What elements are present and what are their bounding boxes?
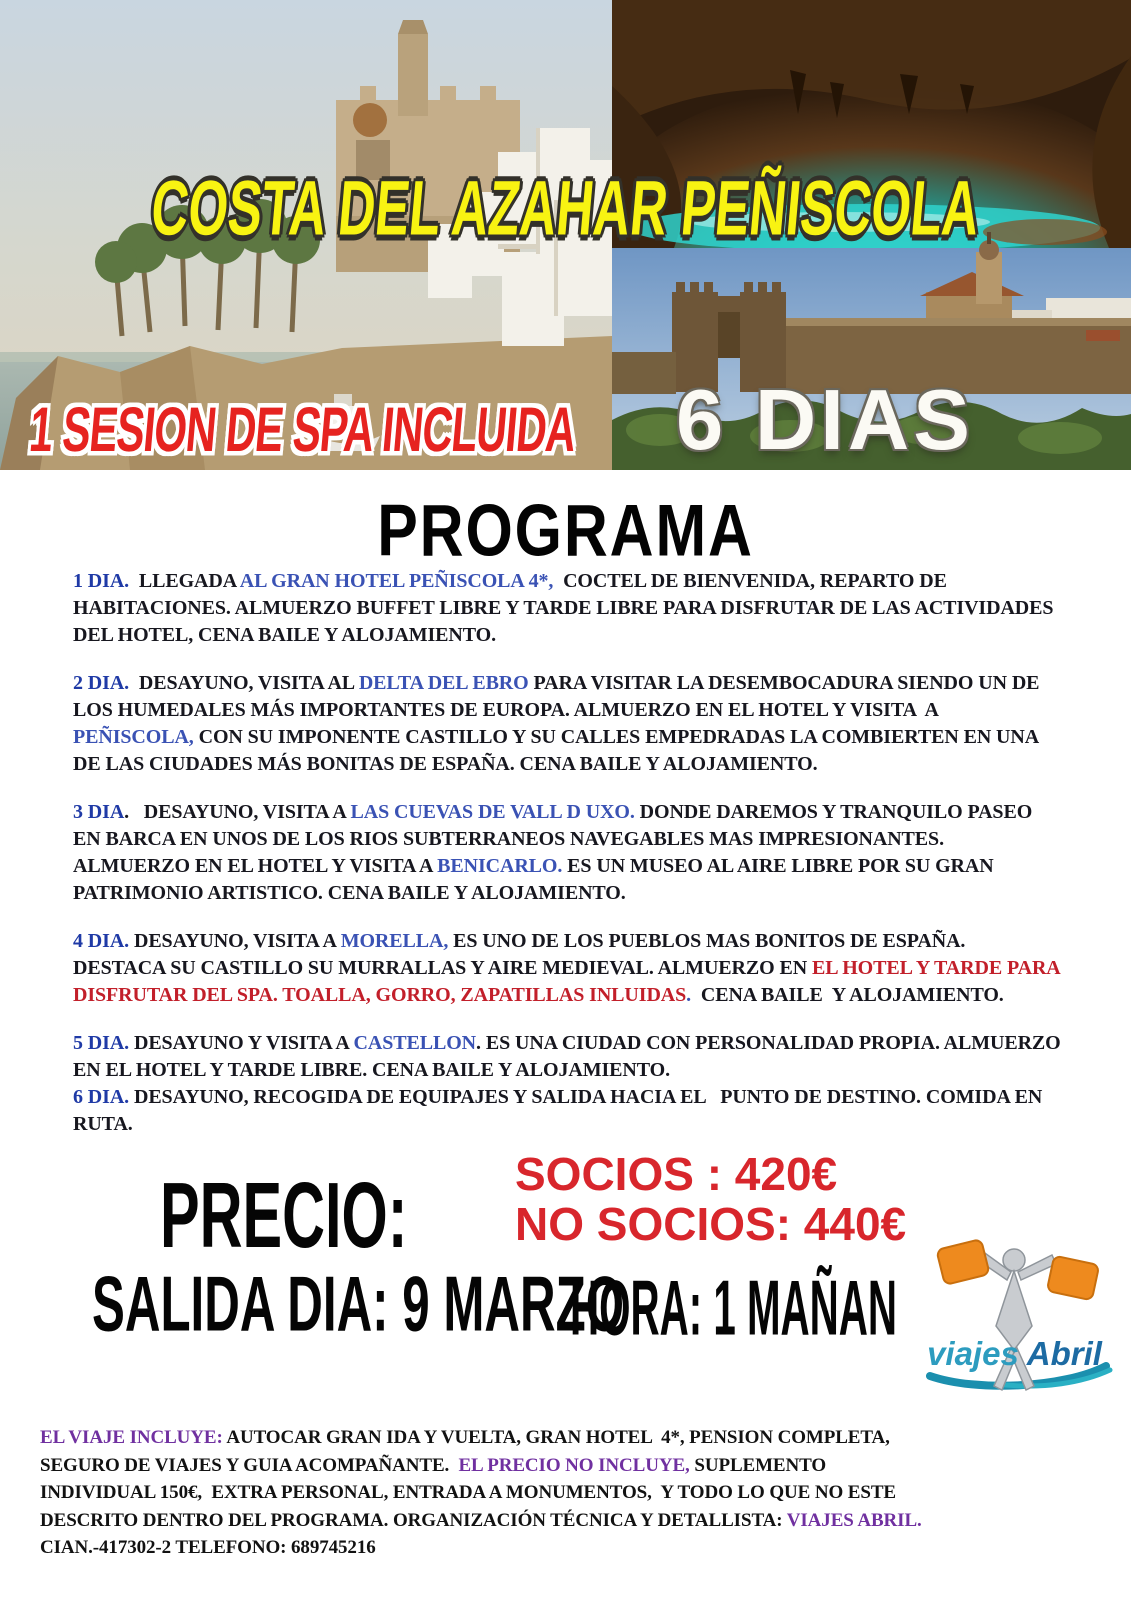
departure-time: HORA: 1 MAÑAN (570, 1263, 898, 1352)
logo-word-viajes: viajes (927, 1335, 1019, 1372)
text-segment: DESAYUNO, VISITA A (129, 930, 341, 952)
text-segment: DESAYUNO Y VISITA A (129, 1032, 354, 1054)
program-day-1 (73, 568, 1061, 649)
text-segment: LLEGADA (129, 570, 240, 592)
text-segment: ES UNO DE LOS PUEBLOS MAS BONITOS DE ESPAÑA. DESTACA SU CASTILLO SU MURRALLAS Y AIRE MEDIEVAL. ALMUERZO EN (73, 930, 971, 979)
text-segment: 5 DIA. (73, 1032, 130, 1054)
program-day-4 (73, 928, 1065, 1009)
text-segment: 6 DIA. (73, 1086, 130, 1108)
text-segment: DELTA DEL EBRO (358, 672, 529, 694)
program-itinerary (73, 568, 1066, 1138)
text-segment: 2 DIA. (73, 672, 130, 694)
text-segment: PARA VISITAR LA DESEMBOCADURA SIENDO UN DE LOS HUMEDALES MÁS IMPORTANTES DE EUROPA. ALMUERZO EN EL HOTEL Y VISITA A (73, 672, 1045, 721)
text-segment: LAS CUEVAS DE VALL D UXO. (350, 801, 635, 823)
logo-brand-name (912, 1334, 1117, 1374)
departure-date: SALIDA DIA: 9 MARZO (92, 1259, 625, 1348)
non-members-price: NO SOCIOS: 440€ (515, 1198, 907, 1250)
text-segment: VIAJES ABRIL. (786, 1509, 922, 1531)
text-segment: EL HOTEL Y TARDE PARA DISFRUTAR DEL SPA. TOALLA, GORRO, ZAPATILLAS INLUIDAS (73, 957, 1065, 1006)
text-segment: MORELLA, (340, 930, 449, 952)
text-segment: . ES UNA CIUDAD CON PERSONALIDAD PROPIA. ALMUERZO EN EL HOTEL Y TARDE LIBRE. CENA BAILE Y ALOJAMIENTO. (73, 1032, 1066, 1081)
viajes-abril-logo (912, 1238, 1117, 1403)
text-segment: DONDE DAREMOS Y TRANQUILO PASEO EN BARCA EN UNOS DE LOS RIOS SUBTERRANEOS NAVEGABLES MAS IMPRESIONANTES. ALMUERZO EN EL HOTEL Y VISITA A (73, 801, 1038, 877)
program-heading: PROGRAMA (377, 488, 754, 572)
text-segment: EL VIAJE INCLUYE: (40, 1427, 223, 1448)
text-segment: CENA BAILE Y ALOJAMIENTO. (691, 984, 1004, 1006)
text-segment: . DESAYUNO, VISITA A (124, 801, 351, 823)
text-segment: COCTEL DE BIENVENIDA, REPARTO DE HABITACIONES. ALMUERZO BUFFET LIBRE Y TARDE LIBRE PARA DISFRUTAR DE LAS ACTIVIDADES DEL HOTEL, CENA BAILE Y ALOJAMIENTO. (73, 570, 1059, 646)
program-day-3 (73, 799, 1061, 907)
days-count-badge: 6 DIAS (676, 373, 974, 468)
text-segment: SUPLEMENTO INDIVIDUAL 150€, EXTRA PERSONAL, ENTRADA A MONUMENTOS, Y TODO LO QUE NO ESTE DESCRITO DENTRO DEL PROGRAMA. ORGANIZACIÓN TÉCNICA Y DETALLISTA: (40, 1454, 901, 1531)
text-segment: 3 DIA (73, 801, 125, 823)
text-segment: PEÑISCOLA, (73, 726, 194, 748)
program-day-2 (73, 670, 1061, 778)
program-day-6 (73, 1084, 1061, 1138)
text-segment: DESAYUNO, RECOGIDA DE EQUIPAJES Y SALIDA HACIA EL PUNTO DE DESTINO. COMIDA EN RUTA. (73, 1086, 1048, 1135)
traveler-figure-icon (912, 1238, 1117, 1403)
footer-terms (40, 1424, 930, 1562)
text-segment: 4 DIA. (73, 930, 130, 952)
text-segment: . (686, 984, 692, 1006)
members-price: SOCIOS : 420€ (515, 1148, 838, 1200)
text-segment: CIAN.-417302-2 TELEFONO: 689745216 (40, 1509, 927, 1558)
text-segment: EL PRECIO NO INCLUYE, (458, 1454, 690, 1476)
spa-included-badge: 1 SESION DE SPA INCLUIDA (26, 394, 579, 465)
price-label: PRECIO: (160, 1163, 408, 1267)
logo-word-abril: Abril (1018, 1335, 1102, 1372)
program-day-5 (73, 1030, 1066, 1084)
hero-title: COSTA DEL AZAHAR PEÑISCOLA (148, 164, 983, 252)
text-segment: AL GRAN HOTEL PEÑISCOLA 4*, (239, 570, 554, 592)
text-segment: ES UN MUSEO AL AIRE LIBRE POR SU GRAN PATRIMONIO ARTISTICO. CENA BAILE Y ALOJAMIENTO. (73, 855, 999, 904)
text-segment: AUTOCAR GRAN IDA Y VUELTA, GRAN HOTEL 4*, PENSION COMPLETA, SEGURO DE VIAJES Y GUIA ACOMPAÑANTE. (40, 1427, 895, 1476)
text-segment: BENICARLO. (437, 855, 563, 877)
text-segment: CON SU IMPONENTE CASTILLO Y SU CALLES EMPEDRADAS LA COMBIERTEN EN UNA DE LAS CIUDADES MÁS BONITAS DE ESPAÑA. CENA BAILE Y ALOJAMIENTO. (73, 726, 1043, 775)
text-segment: CASTELLON (353, 1032, 477, 1054)
text-segment: DESAYUNO, VISITA AL (129, 672, 359, 694)
hero-collage (0, 0, 1131, 470)
text-segment: 1 DIA. (73, 570, 130, 592)
